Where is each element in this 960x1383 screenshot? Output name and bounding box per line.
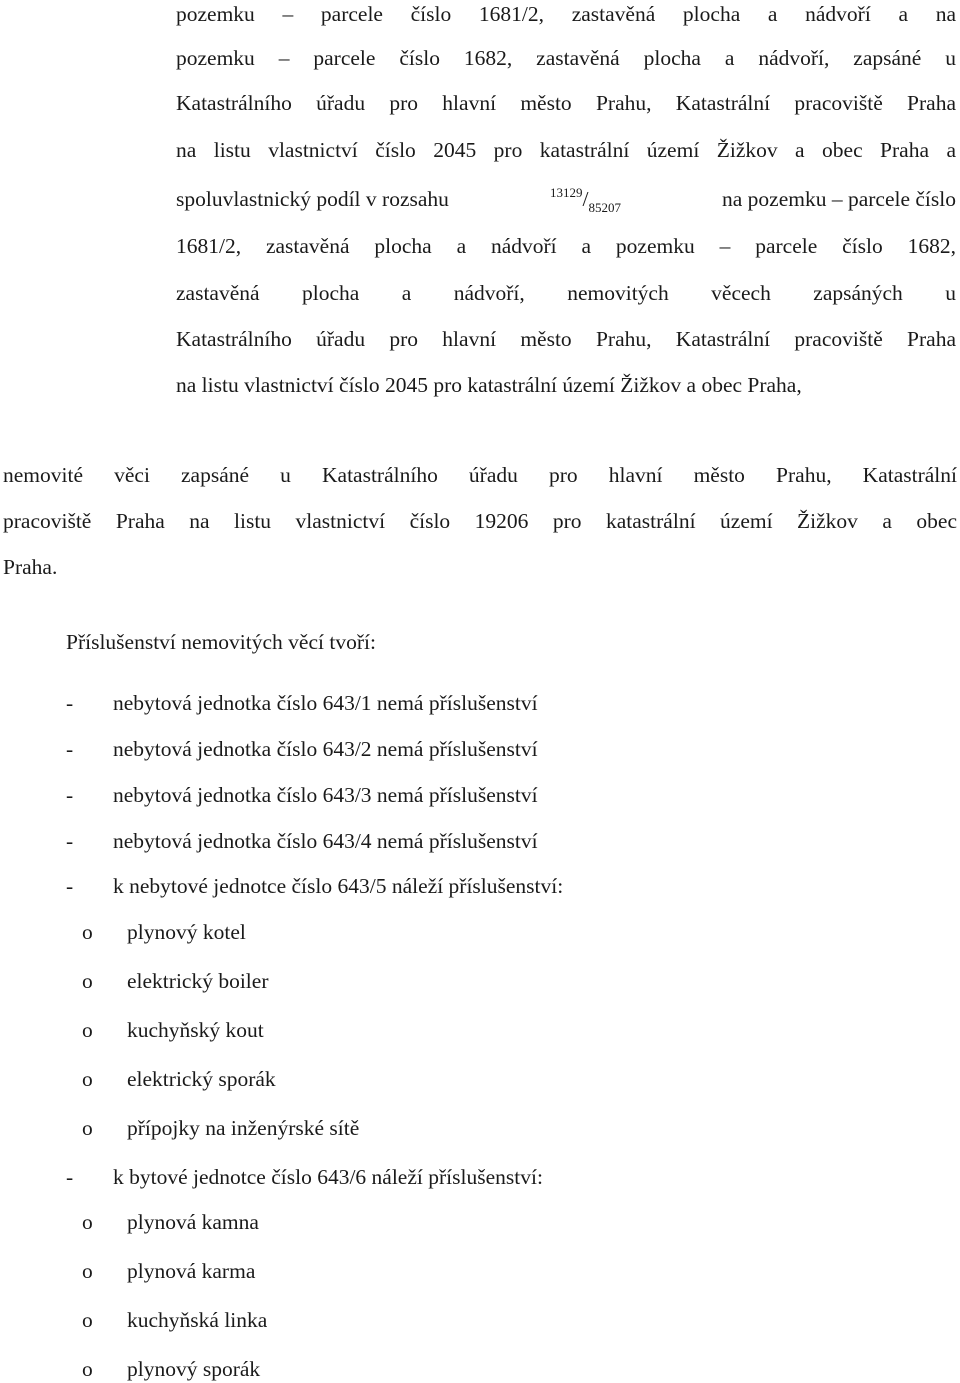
paragraph-line: nemovité věci zapsáné u Katastrálního úřadu pro hlavní město Prahu, Katastrální bbox=[3, 463, 957, 487]
paragraph-line: pozemku – parcele číslo 1681/2, zastavěná plocha a nádvoří a na bbox=[176, 2, 956, 26]
list-marker: - bbox=[66, 874, 74, 898]
list-item-text: nebytová jednotka číslo 643/2 nemá příslušenství bbox=[113, 737, 538, 761]
list-marker: - bbox=[66, 691, 74, 715]
share-numerator: 13129 bbox=[549, 185, 583, 200]
paragraph-line: na listu vlastnictví číslo 2045 pro katastrální území Žižkov a obec Praha a bbox=[176, 138, 956, 162]
list-marker: - bbox=[66, 737, 74, 761]
list-item-text: nebytová jednotka číslo 643/4 nemá příslušenství bbox=[113, 829, 538, 853]
sub-list-item-text: plynový sporák bbox=[127, 1357, 261, 1381]
share-line bbox=[176, 186, 956, 214]
sub-list-marker: o bbox=[82, 920, 93, 944]
share-text-before: spoluvlastnický podíl v rozsahu bbox=[176, 187, 449, 211]
share-fraction bbox=[550, 186, 621, 214]
list-marker: - bbox=[66, 829, 74, 853]
sub-list-marker: o bbox=[82, 1210, 93, 1234]
share-denominator: 85207 bbox=[588, 200, 621, 215]
sub-list-item-text: kuchyňská linka bbox=[127, 1308, 268, 1332]
sub-list-item-text: kuchyňský kout bbox=[127, 1018, 264, 1042]
list-item-text: k nebytové jednotce číslo 643/5 náleží příslušenství: bbox=[113, 874, 564, 898]
list-marker: - bbox=[66, 783, 74, 807]
paragraph-line: Katastrálního úřadu pro hlavní město Prahu, Katastrální pracoviště Praha bbox=[176, 327, 956, 351]
list-item-text: k bytové jednotce číslo 643/6 náleží příslušenství: bbox=[113, 1165, 543, 1189]
paragraph-line: Katastrálního úřadu pro hlavní město Prahu, Katastrální pracoviště Praha bbox=[176, 91, 956, 115]
share-slash: / bbox=[582, 187, 589, 211]
sub-list-marker: o bbox=[82, 1067, 93, 1091]
sub-list-marker: o bbox=[82, 1116, 93, 1140]
list-marker: - bbox=[66, 1165, 74, 1189]
list-item-text: nebytová jednotka číslo 643/3 nemá příslušenství bbox=[113, 783, 538, 807]
sub-list-item-text: plynový kotel bbox=[127, 920, 246, 944]
paragraph-line: Praha. bbox=[3, 555, 58, 579]
sub-list-item-text: elektrický boiler bbox=[127, 969, 269, 993]
sub-list-marker: o bbox=[82, 1308, 93, 1332]
sub-list-item-text: plynová karma bbox=[127, 1259, 256, 1283]
paragraph-line: pozemku – parcele číslo 1682, zastavěná plocha a nádvoří, zapsáné u bbox=[176, 46, 956, 70]
sub-list-item-text: plynová kamna bbox=[127, 1210, 259, 1234]
paragraph-line: zastavěná plocha a nádvoří, nemovitých věcech zapsáných u bbox=[176, 281, 956, 305]
share-text-after: na pozemku – parcele číslo bbox=[721, 187, 956, 211]
paragraph-line: 1681/2, zastavěná plocha a nádvoří a pozemku – parcele číslo 1682, bbox=[176, 234, 956, 258]
paragraph-line: na listu vlastnictví číslo 2045 pro katastrální území Žižkov a obec Praha, bbox=[176, 373, 802, 397]
sub-list-item-text: přípojky na inženýrské sítě bbox=[127, 1116, 360, 1140]
sub-list-marker: o bbox=[82, 969, 93, 993]
sub-list-marker: o bbox=[82, 1259, 93, 1283]
paragraph-line: pracoviště Praha na listu vlastnictví číslo 19206 pro katastrální území Žižkov a obec bbox=[3, 509, 957, 533]
sub-list-marker: o bbox=[82, 1018, 93, 1042]
sub-list-marker: o bbox=[82, 1357, 93, 1381]
section-heading: Příslušenství nemovitých věcí tvoří: bbox=[66, 630, 376, 654]
list-item-text: nebytová jednotka číslo 643/1 nemá příslušenství bbox=[113, 691, 538, 715]
sub-list-item-text: elektrický sporák bbox=[127, 1067, 276, 1091]
